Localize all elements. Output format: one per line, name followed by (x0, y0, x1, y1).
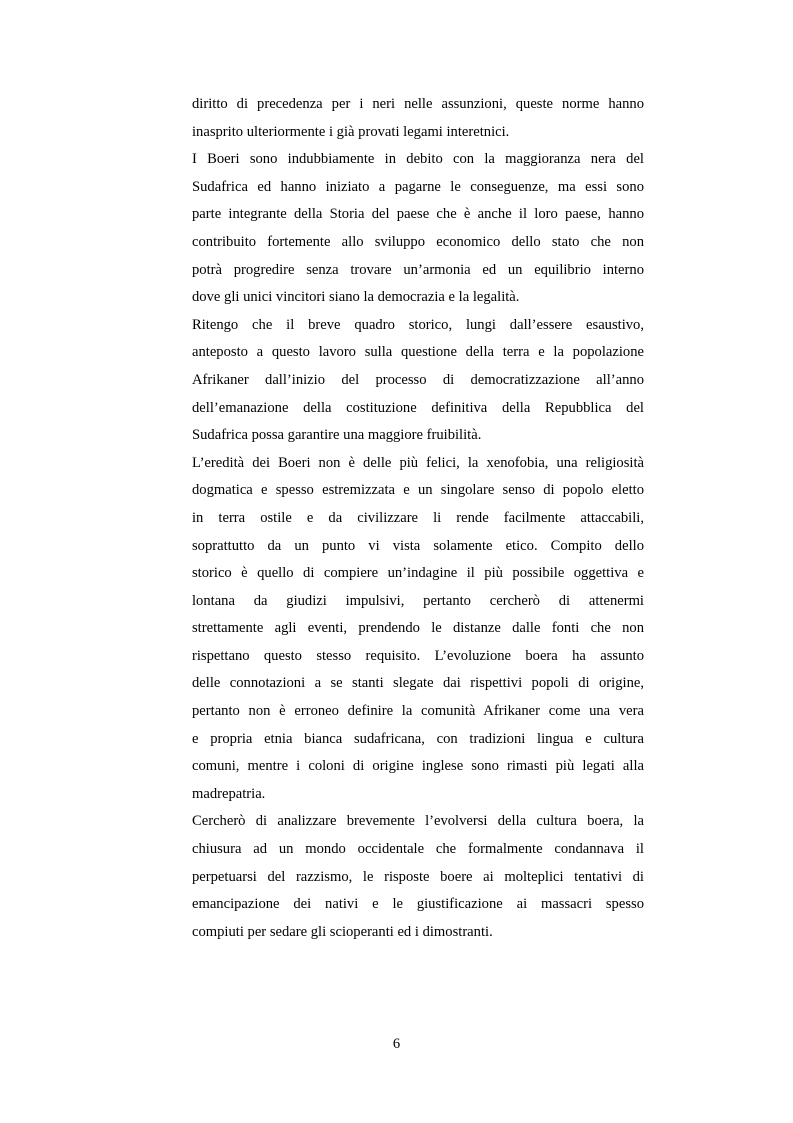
text-line: I Boeri sono indubbiamente in debito con la maggioranza nera del (192, 151, 644, 168)
text-line: chiusura ad un mondo occidentale che formalmente condannava il (192, 841, 644, 858)
page-number: 6 (392, 1036, 401, 1052)
text-line: Sudafrica ed hanno iniziato a pagarne le conseguenze, ma essi sono (192, 178, 644, 195)
text-line: anteposto a questo lavoro sulla questione della terra e la popolazione (192, 344, 644, 361)
text-line: dell’emanazione della costituzione definitiva della Repubblica del (192, 399, 644, 416)
text-line: rispettano questo stesso requisito. L’evoluzione boera ha assunto (192, 647, 644, 664)
text-line: in terra ostile e da civilizzare li rende facilmente attaccabili, (192, 509, 644, 526)
body-text (192, 91, 644, 946)
text-line: potrà progredire senza trovare un’armonia ed un equilibrio interno (192, 261, 644, 278)
text-line: parte integrante della Storia del paese che è anche il loro paese, hanno (192, 206, 644, 223)
text-line: Afrikaner dall’inizio del processo di democratizzazione all’anno (192, 371, 644, 388)
text-line: storico è quello di compiere un’indagine il più possibile oggettiva e (192, 565, 644, 582)
text-line: Ritengo che il breve quadro storico, lungi dall’essere esaustivo, (192, 316, 644, 333)
text-line: madrepatria. (192, 785, 266, 802)
text-line: dove gli unici vincitori siano la democrazia e la legalità. (192, 289, 520, 306)
text-line: contribuito fortemente allo sviluppo economico dello stato che non (192, 233, 644, 250)
text-line: pertanto non è erroneo definire la comunità Afrikaner come una vera (192, 703, 644, 720)
text-line: Sudafrica possa garantire una maggiore fruibilità. (192, 427, 482, 444)
text-line: perpetuarsi del razzismo, le risposte boere ai molteplici tentativi di (192, 868, 644, 885)
text-line: delle connotazioni a se stanti slegate dai rispettivi popoli di origine, (192, 675, 644, 692)
text-line: lontana da giudizi impulsivi, pertanto cercherò di attenermi (192, 592, 644, 609)
text-line: L’eredità dei Boeri non è delle più felici, la xenofobia, una religiosità (192, 454, 644, 471)
text-line: strettamente agli eventi, prendendo le distanze dalle fonti che non (192, 620, 644, 637)
text-line: soprattutto da un punto vi vista solamente etico. Compito dello (192, 537, 644, 554)
text-line: inasprito ulteriormente i già provati legami interetnici. (192, 123, 510, 140)
text-line: e propria etnia bianca sudafricana, con tradizioni lingua e cultura (192, 730, 644, 747)
text-line: comuni, mentre i coloni di origine inglese sono rimasti più legati alla (192, 758, 644, 775)
text-line: dogmatica e spesso estremizzata e un singolare senso di popolo eletto (192, 482, 644, 499)
text-line: compiuti per sedare gli scioperanti ed i dimostranti. (192, 923, 493, 940)
text-line: diritto di precedenza per i neri nelle assunzioni, queste norme hanno (192, 96, 644, 112)
text-line: emancipazione dei nativi e le giustificazione ai massacri spesso (192, 896, 644, 913)
text-line: Cercherò di analizzare brevemente l’evolversi della cultura boera, la (192, 813, 644, 830)
